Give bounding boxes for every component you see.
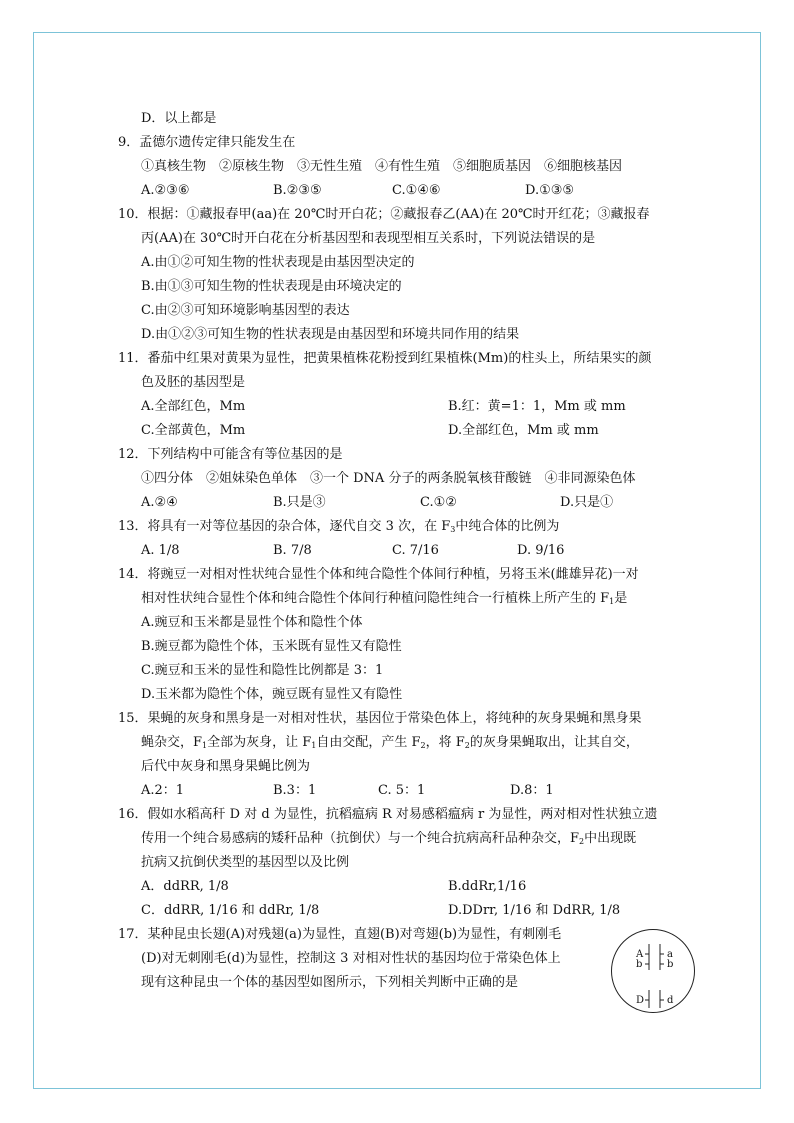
q14-option-d: D.玉米都为隐性个体，豌豆既有显性又有隐性 — [141, 687, 403, 702]
q11-stem-line2: 色及胚的基因型是 — [141, 375, 246, 390]
q12-option-a: A.②④ — [141, 495, 178, 510]
q15-stem-line3: 后代中灰身和黑身果蝇比例为 — [141, 759, 311, 774]
q12-option-c: C.①② — [420, 495, 457, 510]
q11-option-d: D.全部红色，Mm 或 mm — [448, 423, 599, 438]
q13-stem: 13．将具有一对等位基因的杂合体，逐代自交 3 次，在 $F_3$中纯合体的比例为 — [118, 519, 560, 534]
gene-label-A: A — [636, 949, 644, 960]
q10-stem-line1: 10．根据：①藏报春甲(aa)在 20℃时开白花；②藏报春乙(AA)在 20℃时开红花；③藏报春 — [118, 207, 650, 222]
gene-label-d: d — [667, 995, 674, 1006]
q13-option-d: D. 9/16 — [517, 543, 565, 558]
q11-option-c: C.全部黄色，Mm — [141, 423, 246, 438]
genotype-figure — [611, 929, 695, 1013]
q10-option-a: A.由①②可知生物的性状表现是由基因型决定的 — [141, 255, 415, 270]
q14-option-a: A.豌豆和玉米都是显性个体和隐性个体 — [141, 615, 363, 630]
q14-stem-line2: 相对性状纯合显性个体和纯合隐性个体间行种植问隐性纯合一行植株上所产生的 $F_1$是 — [141, 591, 628, 606]
gene-label-a: a — [667, 949, 673, 960]
q12-option-b: B.只是③ — [273, 495, 326, 510]
q8-option-d: D．以上都是 — [141, 111, 217, 126]
q16-option-a: A．ddRR, 1/8 — [141, 879, 229, 894]
q12-items: ①四分体 ②姐妹染色单体 ③一个 DNA 分子的两条脱氧核苷酸链 ④非同源染色体 — [141, 471, 636, 486]
q9-items: ①真核生物 ②原核生物 ③无性生殖 ④有性生殖 ⑤细胞质基因 ⑥细胞核基因 — [141, 159, 623, 174]
q9-option-c: C.①④⑥ — [392, 183, 441, 198]
q13-option-b: B. 7/8 — [273, 543, 312, 558]
q16-option-c: C．ddRR, 1/16 和 ddRr, 1/8 — [141, 903, 320, 918]
q9-option-a: A.②③⑥ — [141, 183, 190, 198]
q9-option-b: B.②③⑤ — [273, 183, 322, 198]
q16-option-b: B.ddRr,1/16 — [448, 879, 527, 894]
q16-stem-line1: 16．假如水稻高秆 D 对 d 为显性，抗稻瘟病 R 对易感稻瘟病 r 为显性，两对相对性状独立遗 — [118, 807, 658, 822]
q15-option-a: A.2：1 — [141, 783, 185, 798]
q16-stem-line2: 传用一个纯合易感病的矮秆品种（抗倒伏）与一个纯合抗病高秆品种杂交，$F_2$中出现既 — [141, 831, 637, 846]
chromosome-diagram — [612, 930, 696, 1014]
q15-stem-line1: 15．果蝇的灰身和黑身是一对相对性状，基因位于常染色体上，将纯种的灰身果蝇和黑身果 — [118, 711, 642, 726]
q13-option-c: C. 7/16 — [392, 543, 439, 558]
q10-option-d: D.由①②③可知生物的性状表现是由基因型和环境共同作用的结果 — [141, 327, 520, 342]
q10-stem-line2: 丙(AA)在 30℃时开白花在分析基因型和表现型相互关系时，下列说法错误的是 — [141, 231, 596, 246]
q12-stem: 12．下列结构中可能含有等位基因的是 — [118, 447, 343, 462]
gene-label-b-right: b — [667, 959, 674, 970]
q17-stem-line1: 17．某种昆虫长翅(A)对残翅(a)为显性，直翅(B)对弯翅(b)为显性，有刺刚毛 — [118, 927, 562, 942]
q10-option-c: C.由②③可知环境影响基因型的表达 — [141, 303, 350, 318]
q9-stem: 9．孟德尔遗传定律只能发生在 — [118, 135, 296, 150]
q17-stem-line3: 现有这种昆虫一个体的基因型如图所示，下列相关判断中正确的是 — [141, 975, 519, 990]
q17-stem-line2: (D)对无刺刚毛(d)为显性，控制这 3 对相对性状的基因均位于常染色体上 — [141, 951, 561, 966]
q15-stem-line2: 蝇杂交，$F_1$全部为灰身，让 $F_1$自由交配，产生 $F_2$，将 $F_2$的灰身果蝇取出，让其自交， — [141, 735, 639, 750]
q16-option-d: D.DDrr, 1/16 和 DdRR, 1/8 — [448, 903, 621, 918]
gene-label-D: D — [636, 995, 645, 1006]
q15-option-c: C. 5：1 — [378, 783, 426, 798]
q11-option-b: B.红：黄=1：1，Mm 或 mm — [448, 399, 626, 414]
q14-stem-line1: 14．将豌豆一对相对性状纯合显性个体和纯合隐性个体间行种植，另将玉米(雌雄异花)一对 — [118, 567, 639, 582]
q9-option-d: D.①③⑤ — [525, 183, 575, 198]
q16-stem-line3: 抗病又抗倒伏类型的基因型以及比例 — [141, 855, 350, 870]
q15-option-d: D.8：1 — [510, 783, 554, 798]
gene-label-b-left: b — [636, 959, 643, 970]
q10-option-b: B.由①③可知生物的性状表现是由环境决定的 — [141, 279, 402, 294]
q15-option-b: B.3：1 — [273, 783, 317, 798]
q12-option-d: D.只是① — [560, 495, 614, 510]
q14-option-b: B.豌豆都为隐性个体，玉米既有显性又有隐性 — [141, 639, 402, 654]
q11-stem-line1: 11．番茄中红果对黄果为显性，把黄果植株花粉授到红果植株(Mm)的柱头上，所结果实的颜 — [118, 351, 652, 366]
q13-option-a: A. 1/8 — [141, 543, 180, 558]
q14-option-c: C.豌豆和玉米的显性和隐性比例都是 3：1 — [141, 663, 384, 678]
q11-option-a: A.全部红色，Mm — [141, 399, 246, 414]
